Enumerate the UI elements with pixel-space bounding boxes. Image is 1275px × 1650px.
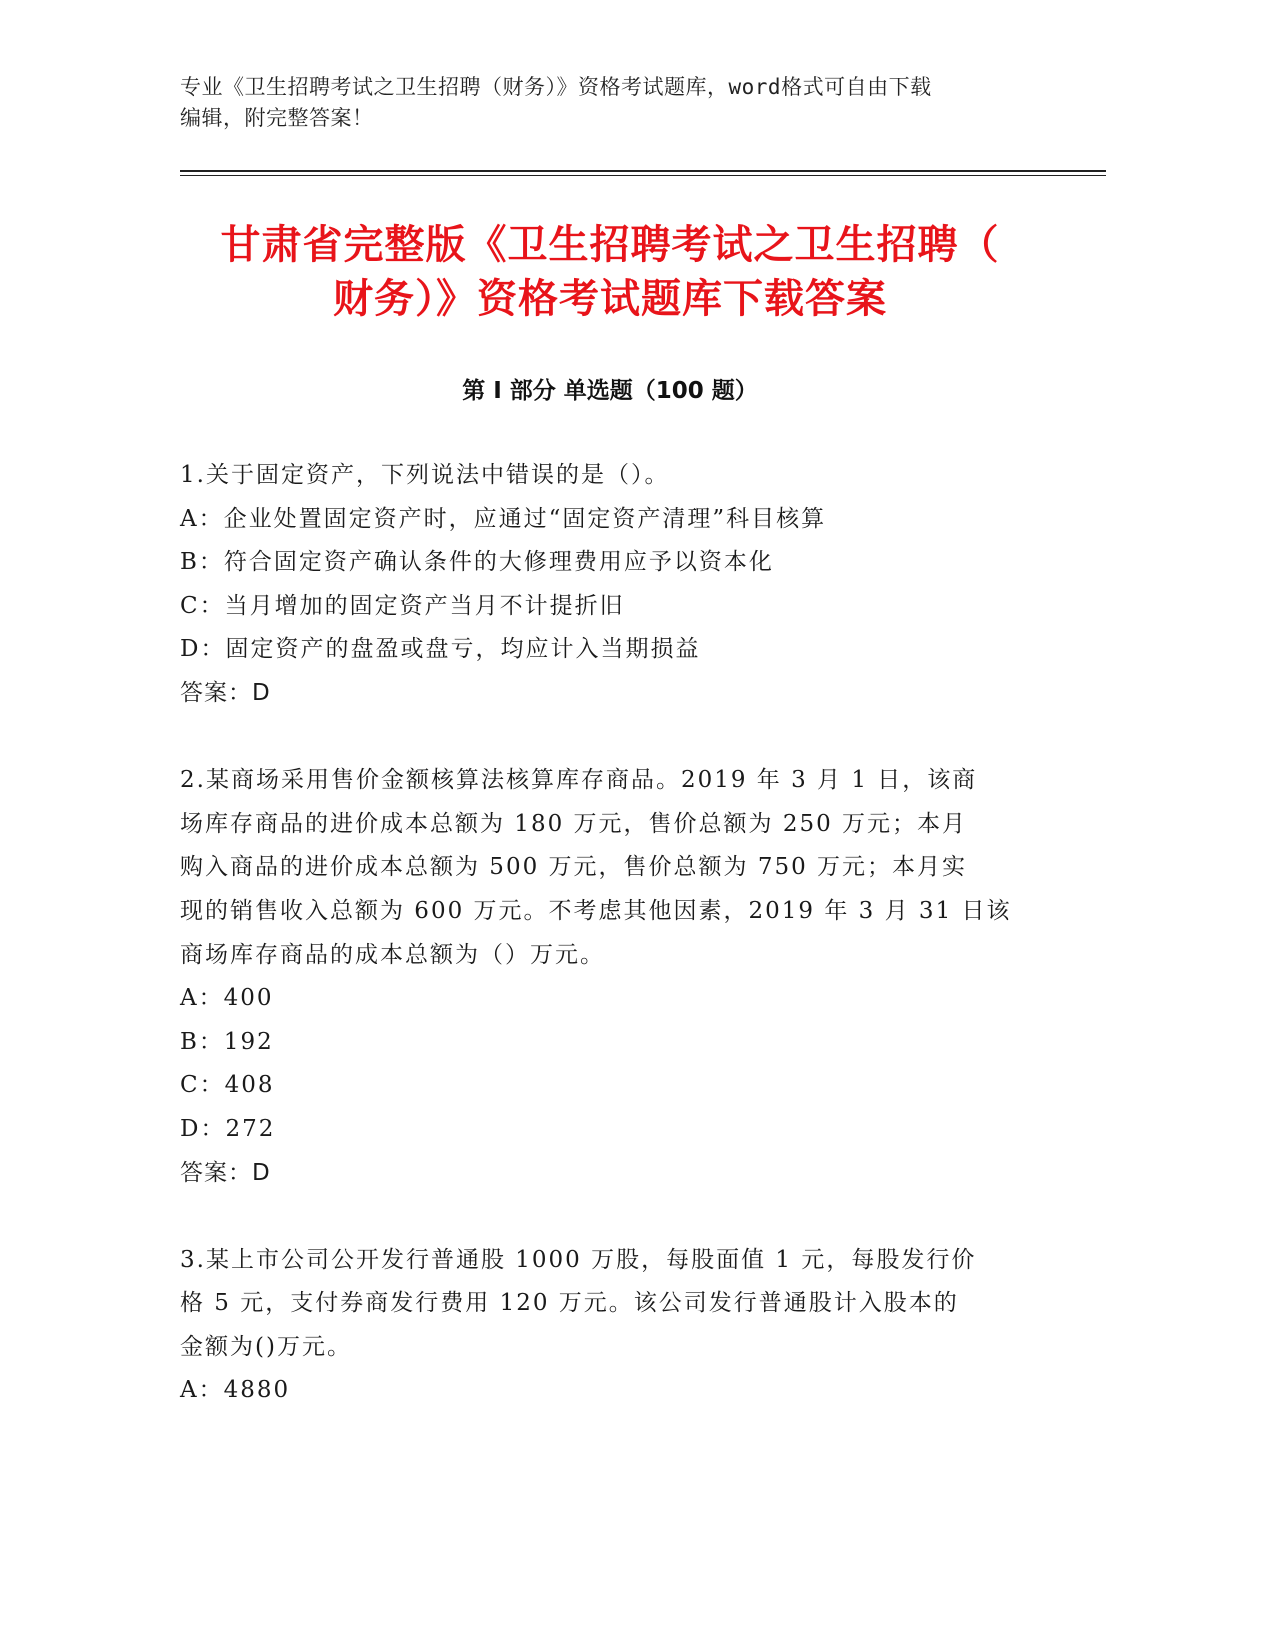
option-a: A：企业处置固定资产时，应通过“固定资产清理”科目核算: [180, 505, 827, 532]
option-d: D：固定资产的盘盈或盘亏，均应计入当期损益: [180, 636, 701, 663]
question-stem: 2.某商场采用售价金额核算法核算库存商品。2019 年 3 月 1 日，该商: [180, 767, 978, 794]
spacer: [180, 716, 1040, 760]
question-stem: 商场库存商品的成本总额为（）万元。: [180, 941, 605, 968]
option-b: B：192: [180, 1028, 274, 1055]
question-stem: 格 5 元，支付券商发行费用 120 万元。该公司发行普通股计入股本的: [180, 1290, 959, 1317]
question-stem: 3.某上市公司公开发行普通股 1000 万股，每股面值 1 元，每股发行价: [180, 1246, 977, 1273]
question-stem: 场库存商品的进价成本总额为 180 万元，售价总额为 250 万元；本月: [180, 810, 968, 837]
header-line-1: 专业《卫生招聘考试之卫生招聘（财务）》资格考试题库，word格式可自由下载: [180, 75, 932, 99]
question-3: [180, 1239, 1040, 1413]
header-divider-thick: [180, 170, 1106, 172]
question-1: [180, 454, 1040, 716]
option-c: C：当月增加的固定资产当月不计提折旧: [180, 592, 625, 619]
document-header: [180, 72, 1040, 134]
answer: 答案：D: [180, 679, 271, 706]
answer: 答案：D: [180, 1159, 271, 1186]
question-stem: 金额为()万元。: [180, 1333, 352, 1360]
option-d: D：272: [180, 1115, 276, 1142]
spacer: [180, 1195, 1040, 1239]
title-line-2: 财务）》资格考试题库下载答案: [333, 276, 887, 322]
option-a: A：4880: [180, 1377, 291, 1404]
question-stem: 购入商品的进价成本总额为 500 万元，售价总额为 750 万元；本月实: [180, 854, 968, 881]
question-list: [180, 454, 1040, 1413]
option-a: A：400: [180, 985, 274, 1012]
question-stem: 1.关于固定资产，下列说法中错误的是（）。: [180, 462, 670, 488]
title-line-1: 甘肃省完整版《卫生招聘考试之卫生招聘（: [220, 222, 1000, 268]
header-divider-thin: [180, 175, 1106, 176]
question-2: [180, 759, 1040, 1195]
header-line-2: 编辑，附完整答案！: [180, 106, 374, 130]
page-title: [160, 218, 1060, 326]
question-stem: 现的销售收入总额为 600 万元。不考虑其他因素，2019 年 3 月 31 日该: [180, 897, 1012, 924]
option-c: C：408: [180, 1072, 275, 1099]
section-heading: 第 I 部分 单选题（100 题）: [462, 378, 758, 404]
option-b: B：符合固定资产确认条件的大修理费用应予以资本化: [180, 549, 774, 576]
